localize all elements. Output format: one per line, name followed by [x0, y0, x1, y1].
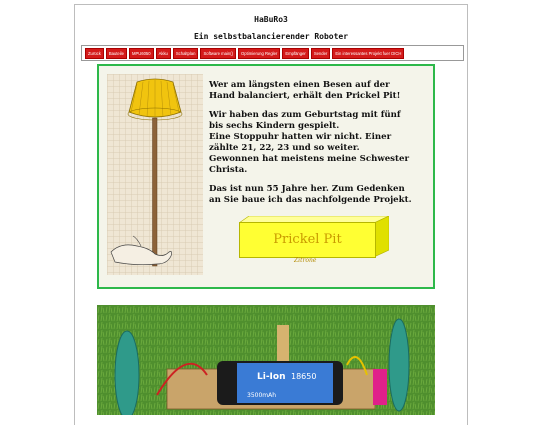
- story-paragraph-1: [209, 80, 431, 102]
- story-line: Christa.: [209, 165, 248, 175]
- robot-photo: [97, 305, 435, 415]
- nav-button-bauteile[interactable]: Bauteile: [106, 48, 127, 59]
- intro-panel: [97, 64, 435, 289]
- box-side-face: [374, 216, 389, 257]
- page-container: [74, 4, 468, 425]
- story-line: Das ist nun 55 Jahre her. Zum Gedenken: [209, 184, 405, 194]
- nav-button-akku[interactable]: Akku: [156, 48, 171, 59]
- nav-button-optimierung[interactable]: Optimierung Regler: [238, 48, 280, 59]
- nav-button-projekt[interactable]: Ein interessantes Projekt fuer DICH: [332, 48, 404, 59]
- prickel-pit-box-image: [239, 216, 389, 268]
- broom-sketch-image: [107, 74, 203, 275]
- battery-capacity-text: 3500mAh: [247, 392, 277, 399]
- story-line: Eine Stoppuhr hatten wir nicht. Einer: [209, 132, 392, 142]
- story-paragraph-3: [209, 184, 431, 206]
- story-line: an Sie baue ich das nachfolgende Projekt.: [209, 195, 412, 205]
- story-line: bis sechs Kindern gespielt.: [209, 121, 340, 131]
- nav-button-empfaenger[interactable]: Empfänger: [282, 48, 308, 59]
- nav-button-mpu6050[interactable]: MPU6050: [129, 48, 154, 59]
- story-line: Wer am längsten einen Besen auf der: [209, 80, 390, 90]
- nav-button-sender[interactable]: Sender: [311, 48, 331, 59]
- story-line: Gewonnen hat meistens meine Schwester: [209, 154, 409, 164]
- nav-bar: [81, 45, 464, 61]
- battery-model-text: 18650: [291, 372, 317, 381]
- box-front-text: Prickel Pit: [239, 222, 376, 258]
- page-subtitle: Ein selbstbalancierender Roboter: [193, 32, 349, 41]
- box-flavor-text: Zitrone: [294, 257, 317, 264]
- story-paragraph-2: [209, 110, 431, 176]
- battery-brand-text: Li-Ion: [257, 372, 286, 382]
- broom-drawing: [107, 74, 203, 275]
- nav-button-schaltplan[interactable]: Schaltplan: [173, 48, 199, 59]
- robot-photo-drawing: [97, 305, 435, 415]
- story-line: Hand balanciert, erhält den Prickel Pit!: [209, 91, 401, 101]
- story-line: Wir haben das zum Geburtstag mit fünf: [209, 110, 401, 120]
- story-text: [209, 80, 431, 214]
- nav-button-software[interactable]: Software main(): [200, 48, 236, 59]
- page-title: HaBuRo3: [254, 15, 288, 24]
- nav-button-zurueck[interactable]: Zurück: [85, 48, 104, 59]
- story-line: zählte 21, 22, 23 und so weiter.: [209, 143, 360, 153]
